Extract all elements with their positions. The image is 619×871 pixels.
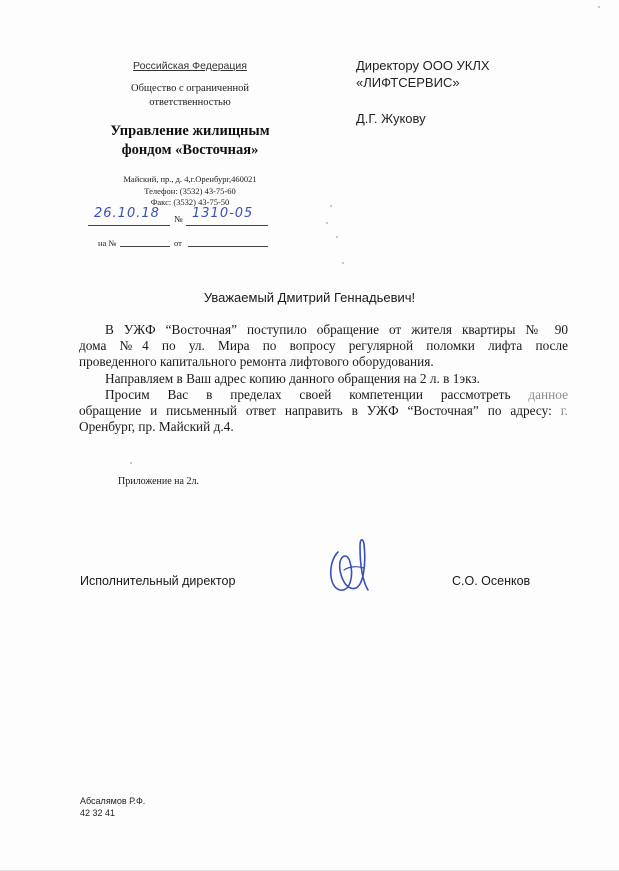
body-paragraph-3-line2 bbox=[79, 403, 568, 419]
scan-speck bbox=[330, 205, 332, 207]
body-p3-l1b: данное bbox=[528, 386, 569, 402]
body-p3-l2b: г. bbox=[560, 403, 568, 419]
letterhead-fax: Факс: (3532) 43-75-50 bbox=[150, 197, 230, 207]
reply-number-line bbox=[120, 246, 170, 247]
outgoing-date-number bbox=[88, 206, 268, 228]
executor-name: Абсалямов Р.Ф. bbox=[80, 796, 146, 806]
body-paragraph-2: Направляем в Ваш адрес копию данного обращения на 2 л. в 1экз. bbox=[105, 370, 480, 386]
scan-speck bbox=[598, 6, 600, 8]
org-name-line2: фондом «Восточная» bbox=[121, 142, 259, 158]
addressee bbox=[356, 57, 490, 91]
outgoing-date: 26.10.18 bbox=[94, 206, 160, 221]
body-paragraph-1-line1: В УЖФ “Восточная” поступило обращение от жителя квартиры № 90 bbox=[105, 322, 568, 337]
handwritten-signature bbox=[324, 532, 380, 604]
body-paragraph-1-line3: проведенного капитального ремонта лифтового оборудования. bbox=[79, 354, 434, 370]
body-p3-l2: обращение и письменный ответ направить в УЖФ “Восточная” по адресу: bbox=[79, 403, 552, 419]
org-type-line2: ответственностью bbox=[149, 97, 231, 108]
executor-phone: 42 32 41 bbox=[80, 807, 116, 818]
org-type-line1: Общество с ограниченной bbox=[131, 83, 249, 94]
body-paragraph-3-line3: Оренбург, пр. Майский д.4. bbox=[79, 419, 234, 435]
reply-to-label: на № bbox=[98, 238, 117, 248]
letterhead-contacts bbox=[70, 174, 310, 209]
signatory-name: С.О. Осенков bbox=[452, 574, 531, 588]
letterhead-country: Российская Федерация bbox=[133, 60, 247, 72]
body-p3-l1a: Просим Вас в пределах своей компетенции рассмотреть bbox=[105, 386, 511, 402]
signatory-title: Исполнительный директор bbox=[80, 574, 236, 588]
letter-body bbox=[79, 322, 568, 435]
number-sign: № bbox=[174, 214, 183, 224]
addressee-line2: «ЛИФТСЕРВИС» bbox=[356, 75, 460, 90]
outgoing-number: 1310-05 bbox=[192, 206, 254, 221]
letterhead-org-name bbox=[70, 122, 310, 160]
body-paragraph-1-line2: дома №4 по ул. Мира по вопросу регулярной поломки лифта после bbox=[79, 338, 568, 354]
letterhead-address: Майский, пр., д. 4,г.Оренбург,460021 bbox=[123, 174, 257, 184]
executor-info bbox=[80, 796, 145, 819]
body-paragraph-3-line1 bbox=[79, 387, 568, 403]
attachment-note: Приложение на 2л. bbox=[118, 476, 199, 487]
reply-date-line bbox=[188, 246, 268, 247]
scan-speck bbox=[326, 222, 328, 224]
scan-speck bbox=[130, 462, 132, 464]
reply-reference bbox=[98, 238, 268, 250]
scan-speck bbox=[336, 236, 338, 238]
addressee-line1: Директору ООО УКЛХ bbox=[356, 58, 490, 73]
letterhead-org-type bbox=[70, 82, 310, 110]
greeting: Уважаемый Дмитрий Геннадьевич! bbox=[203, 290, 416, 305]
letterhead-phone: Телефон: (3532) 43-75-60 bbox=[144, 185, 236, 196]
date-line bbox=[88, 225, 170, 226]
scan-speck bbox=[342, 262, 344, 264]
addressee-name: Д.Г. Жукову bbox=[356, 111, 426, 126]
reply-from-label: от bbox=[174, 238, 182, 248]
org-name-line1: Управление жилищным bbox=[110, 123, 270, 139]
number-line bbox=[186, 225, 268, 226]
